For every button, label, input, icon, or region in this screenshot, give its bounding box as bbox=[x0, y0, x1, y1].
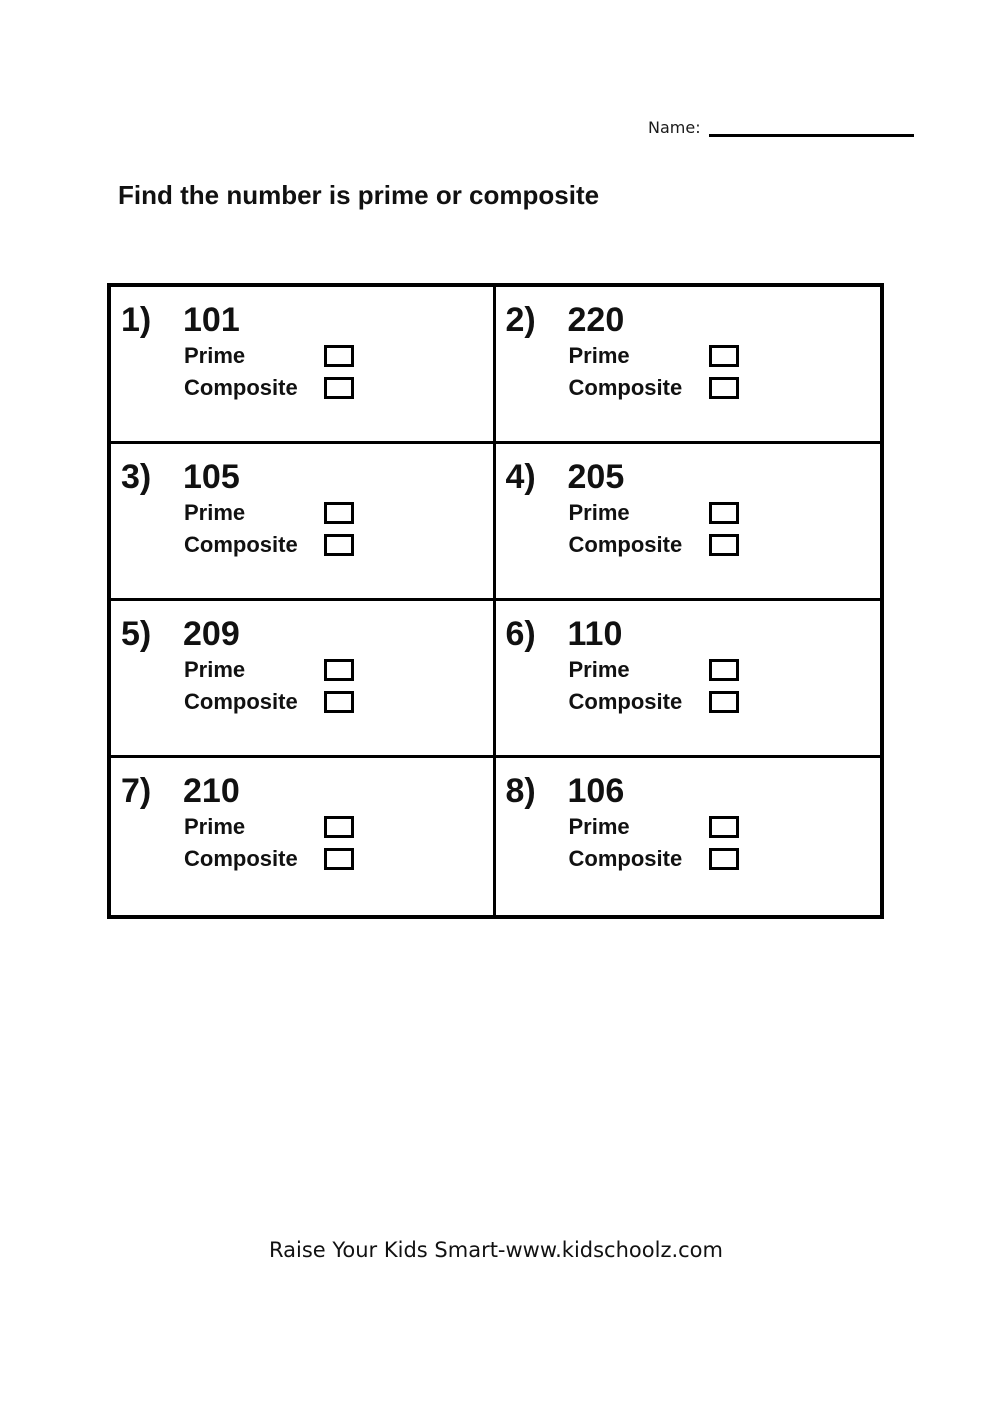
question-number: 6) bbox=[505, 615, 536, 653]
prime-label: Prime bbox=[568, 500, 630, 525]
prime-label: Prime bbox=[184, 500, 246, 525]
composite-option-row bbox=[569, 529, 881, 561]
composite-label: Composite bbox=[568, 532, 683, 557]
questions-table bbox=[107, 283, 884, 919]
question-head bbox=[121, 458, 493, 497]
prime-option-row bbox=[184, 497, 493, 529]
prime-label: Prime bbox=[568, 814, 630, 839]
prime-option-row bbox=[184, 340, 493, 372]
composite-label: Composite bbox=[184, 532, 298, 557]
question-head bbox=[506, 772, 881, 811]
prime-option-row bbox=[184, 654, 493, 686]
prime-checkbox[interactable] bbox=[324, 502, 354, 524]
question-value: 220 bbox=[567, 301, 625, 339]
question-value: 205 bbox=[567, 458, 625, 496]
prime-option-row bbox=[569, 811, 881, 843]
question-cell-7 bbox=[111, 758, 496, 915]
question-number: 5) bbox=[121, 615, 152, 653]
prime-checkbox[interactable] bbox=[709, 345, 739, 367]
prime-checkbox[interactable] bbox=[709, 502, 739, 524]
composite-checkbox[interactable] bbox=[324, 534, 354, 556]
prime-label: Prime bbox=[184, 343, 246, 368]
composite-label: Composite bbox=[184, 375, 298, 400]
question-value: 110 bbox=[567, 615, 623, 653]
prime-checkbox[interactable] bbox=[324, 659, 354, 681]
composite-checkbox[interactable] bbox=[709, 848, 739, 870]
question-head bbox=[506, 615, 881, 654]
composite-option-row bbox=[184, 529, 493, 561]
question-value: 101 bbox=[183, 301, 240, 339]
question-value: 105 bbox=[183, 458, 240, 496]
composite-checkbox[interactable] bbox=[709, 377, 739, 399]
question-cell-5 bbox=[111, 601, 496, 758]
composite-label: Composite bbox=[568, 846, 683, 871]
composite-option-row bbox=[184, 372, 493, 404]
question-head bbox=[506, 301, 881, 340]
question-number: 7) bbox=[121, 772, 152, 810]
prime-label: Prime bbox=[184, 657, 246, 682]
composite-checkbox[interactable] bbox=[324, 377, 354, 399]
question-head bbox=[121, 772, 493, 811]
question-head bbox=[506, 458, 881, 497]
prime-option-row bbox=[569, 340, 881, 372]
composite-label: Composite bbox=[184, 689, 298, 714]
composite-option-row bbox=[569, 372, 881, 404]
question-value: 106 bbox=[567, 772, 625, 810]
question-cell-4 bbox=[496, 444, 881, 601]
prime-checkbox[interactable] bbox=[324, 816, 354, 838]
question-number: 4) bbox=[505, 458, 536, 496]
composite-checkbox[interactable] bbox=[324, 848, 354, 870]
question-cell-3 bbox=[111, 444, 496, 601]
composite-checkbox[interactable] bbox=[324, 691, 354, 713]
prime-label: Prime bbox=[184, 814, 246, 839]
composite-label: Composite bbox=[568, 689, 683, 714]
composite-checkbox[interactable] bbox=[709, 691, 739, 713]
question-cell-6 bbox=[496, 601, 881, 758]
composite-option-row bbox=[184, 686, 493, 718]
name-label: Name: bbox=[648, 118, 701, 137]
prime-label: Prime bbox=[568, 343, 630, 368]
composite-option-row bbox=[184, 843, 493, 875]
name-field-row bbox=[648, 118, 914, 137]
composite-label: Composite bbox=[184, 846, 298, 871]
composite-option-row bbox=[569, 843, 881, 875]
question-cell-1 bbox=[111, 287, 496, 444]
question-number: 3) bbox=[121, 458, 152, 496]
prime-option-row bbox=[184, 811, 493, 843]
question-number: 1) bbox=[121, 301, 152, 339]
question-value: 209 bbox=[183, 615, 240, 653]
prime-checkbox[interactable] bbox=[709, 659, 739, 681]
composite-checkbox[interactable] bbox=[709, 534, 739, 556]
question-value: 210 bbox=[183, 772, 240, 810]
name-blank-line[interactable] bbox=[709, 119, 914, 137]
page-title: Find the number is prime or composite bbox=[118, 180, 600, 210]
prime-label: Prime bbox=[568, 657, 630, 682]
footer-text: Raise Your Kids Smart-www.kidschoolz.com bbox=[268, 1238, 723, 1262]
question-number: 8) bbox=[505, 772, 536, 810]
question-cell-8 bbox=[496, 758, 881, 915]
composite-option-row bbox=[569, 686, 881, 718]
question-head bbox=[121, 615, 493, 654]
prime-option-row bbox=[569, 497, 881, 529]
composite-label: Composite bbox=[568, 375, 683, 400]
question-head bbox=[121, 301, 493, 340]
prime-option-row bbox=[569, 654, 881, 686]
prime-checkbox[interactable] bbox=[709, 816, 739, 838]
question-number: 2) bbox=[505, 301, 536, 339]
prime-checkbox[interactable] bbox=[324, 345, 354, 367]
question-cell-2 bbox=[496, 287, 881, 444]
